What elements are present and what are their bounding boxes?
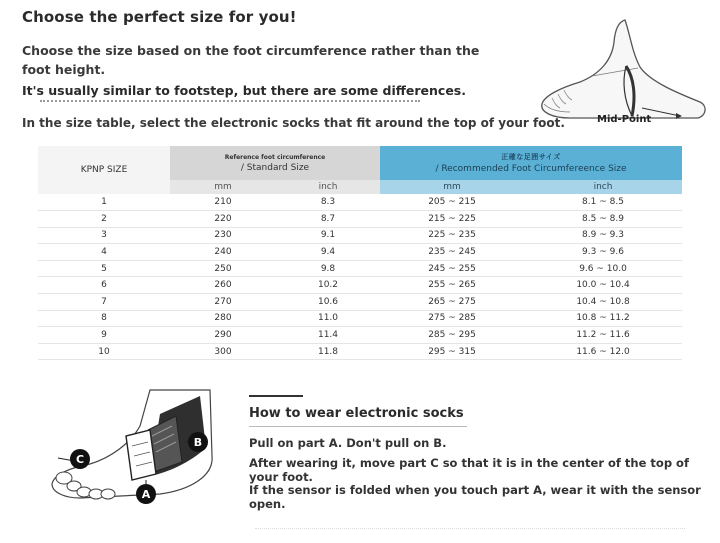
cell-std-inch: 9.8 bbox=[276, 260, 380, 277]
cell-std-mm: 260 bbox=[170, 277, 276, 294]
cell-std-inch: 8.3 bbox=[276, 194, 380, 211]
howto-divider bbox=[249, 426, 467, 427]
cell-size: 1 bbox=[38, 194, 170, 211]
cell-std-mm: 290 bbox=[170, 327, 276, 344]
recommended-size-small-label: 正確な足囲サイズ bbox=[501, 153, 561, 161]
cell-std-inch: 9.4 bbox=[276, 244, 380, 261]
cell-size: 7 bbox=[38, 294, 170, 311]
table-row bbox=[38, 310, 682, 327]
cell-rec-inch: 8.9 ~ 9.3 bbox=[524, 227, 682, 244]
cell-std-inch: 9.1 bbox=[276, 227, 380, 244]
cell-size: 6 bbox=[38, 277, 170, 294]
cell-rec-inch: 10.4 ~ 10.8 bbox=[524, 294, 682, 311]
cell-std-inch: 8.7 bbox=[276, 211, 380, 228]
standard-size-header bbox=[170, 146, 380, 180]
kpnp-size-header: KPNP SIZE bbox=[38, 146, 170, 194]
label-b: B bbox=[193, 436, 203, 449]
cell-std-inch: 10.6 bbox=[276, 294, 380, 311]
standard-size-small-label: Reference foot circumference bbox=[224, 153, 326, 161]
cell-size: 5 bbox=[38, 260, 170, 277]
cell-std-mm: 270 bbox=[170, 294, 276, 311]
cell-std-mm: 220 bbox=[170, 211, 276, 228]
table-row bbox=[38, 327, 682, 344]
table-row bbox=[38, 294, 682, 311]
cell-std-mm: 280 bbox=[170, 310, 276, 327]
cell-std-inch: 11.8 bbox=[276, 343, 380, 360]
intro-line-2: It's usually similar to footstep, but there are some differences. bbox=[22, 83, 466, 98]
cell-rec-inch: 10.0 ~ 10.4 bbox=[524, 277, 682, 294]
howto-step-1: Pull on part A. Don't pull on B. bbox=[249, 436, 447, 450]
recommended-size-header bbox=[380, 146, 682, 180]
recommended-size-label: / Recommended Foot Circumfereence Size bbox=[435, 164, 627, 174]
howto-title: How to wear electronic socks bbox=[249, 406, 464, 421]
cell-rec-inch: 10.8 ~ 11.2 bbox=[524, 310, 682, 327]
cell-rec-mm: 255 ~ 265 bbox=[380, 277, 524, 294]
rec-mm-header: mm bbox=[380, 180, 524, 194]
table-row bbox=[38, 227, 682, 244]
std-mm-header: mm bbox=[170, 180, 276, 194]
cell-rec-inch: 8.1 ~ 8.5 bbox=[524, 194, 682, 211]
cell-std-mm: 300 bbox=[170, 343, 276, 360]
cell-rec-inch: 8.5 ~ 8.9 bbox=[524, 211, 682, 228]
table-row bbox=[38, 277, 682, 294]
rec-inch-header: inch bbox=[524, 180, 682, 194]
faded-footer-line bbox=[255, 528, 685, 529]
cell-std-mm: 240 bbox=[170, 244, 276, 261]
cell-rec-inch: 11.6 ~ 12.0 bbox=[524, 343, 682, 360]
table-row bbox=[38, 260, 682, 277]
cell-rec-inch: 11.2 ~ 11.6 bbox=[524, 327, 682, 344]
cell-rec-inch: 9.3 ~ 9.6 bbox=[524, 244, 682, 261]
intro-line-3: In the size table, select the electronic socks that fit around the top of your foot. bbox=[22, 116, 565, 130]
cell-size: 10 bbox=[38, 343, 170, 360]
table-row bbox=[38, 244, 682, 261]
cell-std-mm: 230 bbox=[170, 227, 276, 244]
std-inch-header: inch bbox=[276, 180, 380, 194]
cell-rec-mm: 245 ~ 255 bbox=[380, 260, 524, 277]
cell-size: 8 bbox=[38, 310, 170, 327]
label-a: A bbox=[141, 488, 151, 501]
mid-point-label: Mid-Point bbox=[597, 114, 652, 125]
cell-std-inch: 10.2 bbox=[276, 277, 380, 294]
howto-accent-rule bbox=[249, 395, 303, 397]
standard-size-label: / Standard Size bbox=[240, 162, 310, 173]
cell-std-inch: 11.0 bbox=[276, 310, 380, 327]
cell-std-mm: 250 bbox=[170, 260, 276, 277]
cell-rec-mm: 205 ~ 215 bbox=[380, 194, 524, 211]
cell-rec-mm: 265 ~ 275 bbox=[380, 294, 524, 311]
table-row bbox=[38, 211, 682, 228]
cell-rec-mm: 215 ~ 225 bbox=[380, 211, 524, 228]
cell-rec-mm: 235 ~ 245 bbox=[380, 244, 524, 261]
cell-size: 4 bbox=[38, 244, 170, 261]
cell-rec-mm: 225 ~ 235 bbox=[380, 227, 524, 244]
sock-wearing-illustration bbox=[40, 386, 240, 514]
label-c: C bbox=[75, 453, 85, 466]
cell-rec-mm: 275 ~ 285 bbox=[380, 310, 524, 327]
faded-text-line bbox=[40, 100, 420, 102]
cell-std-mm: 210 bbox=[170, 194, 276, 211]
cell-rec-inch: 9.6 ~ 10.0 bbox=[524, 260, 682, 277]
table-row bbox=[38, 194, 682, 211]
cell-rec-mm: 295 ~ 315 bbox=[380, 343, 524, 360]
size-table-body bbox=[38, 194, 682, 360]
cell-size: 3 bbox=[38, 227, 170, 244]
howto-step-3: If the sensor is folded when you touch part A, wear it with the sensor open. bbox=[249, 483, 701, 511]
cell-std-inch: 11.4 bbox=[276, 327, 380, 344]
cell-size: 9 bbox=[38, 327, 170, 344]
intro-line-1: Choose the size based on the foot circumference rather than the foot height. bbox=[22, 43, 480, 77]
page-headline: Choose the perfect size for you! bbox=[22, 8, 297, 26]
size-table bbox=[38, 146, 682, 360]
table-row bbox=[38, 343, 682, 360]
howto-step-2: After wearing it, move part C so that it is in the center of the top of your foot. bbox=[249, 456, 689, 484]
cell-size: 2 bbox=[38, 211, 170, 228]
cell-rec-mm: 285 ~ 295 bbox=[380, 327, 524, 344]
